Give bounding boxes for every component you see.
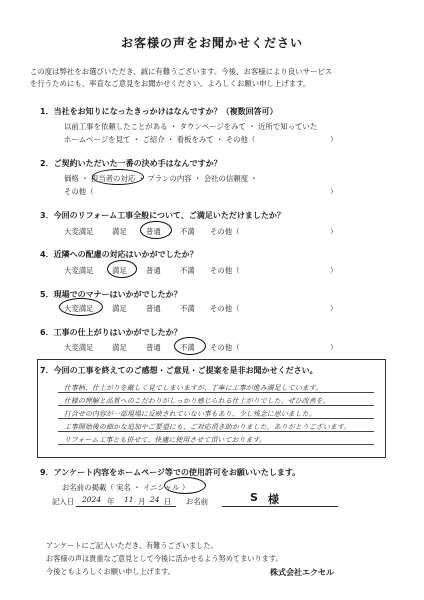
ruled-line [58, 392, 374, 393]
page-title: お客様の声をお聞かせください [120, 36, 303, 50]
question-4-label: 4．近隣への配慮の対応はいかがでしたか？ [40, 250, 198, 259]
ruled-line [58, 444, 374, 445]
entry-year: 2024 [82, 495, 102, 504]
selection-circle [107, 260, 137, 278]
question-1-options-line1: 以前工事を依頼したことがある ・ タウンページをみて ・ 近所で知っていた [64, 122, 318, 131]
question-1-close-paren: ） [330, 135, 338, 144]
question-2-label: 2．ご契約いただいた一番の決め手はなんですか？ [40, 159, 222, 168]
handwritten-comment-line: リフォーム工事とも併せて、快適に使用させて頂いております。 [64, 436, 266, 444]
intro-line: を行うためにも、率直なご意見をお聞かせください。よろしくお願い申し上げます。 [30, 79, 311, 88]
question-5-option: 満足 [112, 304, 127, 313]
question-5-option: 普通 [146, 304, 161, 313]
closing-text [46, 539, 283, 578]
question-4-option: 不満 [180, 266, 195, 275]
selection-circle [174, 337, 206, 355]
handwritten-comment-line: 仕様の理解と品質へのこだわりがしっかり感じられる仕上がりでした。ぜひ改善を。 [64, 397, 330, 405]
question-3-option: 満足 [112, 227, 127, 236]
question-3-close-paren: ） [330, 227, 338, 236]
question-9-label: 9．アンケート内容をホームページ等での使用許可をお願いいたします。 [40, 468, 301, 477]
name-underline [222, 506, 338, 507]
intro-line: この度は弊社をお選びいただき、誠に有難うございます。今後、お客様により良いサービス [30, 67, 333, 76]
question-4-option: その他（ [210, 266, 240, 275]
closing-line: お客様の声は貴重なご意見として今後に活かせるよう努めてまいります。 [46, 554, 283, 563]
month-unit: 月 [138, 497, 146, 506]
date-underline [76, 506, 176, 507]
question-1-label: 1．当社をお知りになったきっかけはなんですか？（複数回答可） [40, 107, 278, 116]
honorific: 様 [268, 493, 279, 506]
selection-circle [92, 169, 144, 185]
name-field-label: お名前 [186, 497, 209, 506]
ruled-line [58, 418, 374, 419]
selection-circle [140, 221, 172, 239]
day-unit: 日 [164, 497, 172, 506]
entry-day: 24 [150, 495, 160, 504]
handwritten-comment-line: 仕事柄、仕上がりを厳しく見てしまいますが、丁寧に工事が進み満足しています。 [64, 384, 323, 392]
question-1-options-line2: ホームページを見て ・ ご紹介 ・ 看板をみて ・ その他（ [64, 135, 256, 144]
question-3-option: 普通 [146, 227, 161, 236]
question-2-options-line1: 価格 ・ 担当者の対応 ・ プランの内容 ・ 会社の信頼度 ・ [64, 174, 258, 183]
ruled-line [58, 405, 374, 406]
question-4-option: 満足 [112, 266, 127, 275]
closing-line: 今後ともよろしくお願い申し上げます。 [46, 567, 175, 576]
question-5-close-paren: ） [330, 304, 338, 313]
question-2-close-paren: ） [330, 187, 338, 196]
question-6-option: 満足 [112, 343, 127, 352]
question-6-option: その他（ [210, 343, 240, 352]
selection-circle [59, 298, 103, 316]
question-5-label: 5．現場でのマナーはいかがでしたか？ [40, 290, 182, 299]
question-5-option: 不満 [180, 304, 195, 313]
question-2-options-line2: その他（ [64, 187, 94, 196]
handwritten-comment-line: 打合せの内容が一部現場に反映されていない事もあり、少し残念に思いました。 [64, 410, 316, 418]
handwritten-comment-line: 工事開始後の細かな追加やご要望にも、ご対応頂き助かりました。ありがとうございます。 [64, 423, 351, 431]
selection-circle [164, 477, 206, 494]
entry-month: 11 [124, 495, 134, 504]
question-6-option: 不満 [180, 343, 195, 352]
question-3-option: その他（ [210, 227, 240, 236]
ruled-line [58, 431, 374, 432]
question-7-label: 7．今回の工事を終えてのご感想・ご意見・ご提案を是非お聞かせください。 [40, 366, 318, 375]
question-3-option: 不満 [180, 227, 195, 236]
question-6-option: 普通 [146, 343, 161, 352]
question-4-close-paren: ） [330, 266, 338, 275]
company-name: 株式会社エクセル [270, 568, 334, 577]
question-4-option: 普通 [146, 266, 161, 275]
question-6-option: 大変満足 [64, 343, 94, 352]
question-3-option: 大変満足 [64, 227, 94, 236]
intro-text [30, 66, 400, 90]
question-6-label: 6．工事の仕上がりはいかがでしたか？ [40, 328, 182, 337]
question-3-label: 3．今回のリフォーム工事全般について、ご満足いただけましたか？ [40, 211, 285, 220]
name-publication-label: お名前の掲載（ 実名 ・ イニシャル ） [62, 483, 190, 492]
year-unit: 年 [107, 497, 115, 506]
closing-line: アンケートにご記入いただき、有難うございました。 [46, 541, 218, 550]
question-5-option: その他（ [210, 304, 240, 313]
entry-date-label: 記入日 [52, 497, 75, 506]
customer-name: S [250, 491, 258, 504]
question-4-option: 大変満足 [64, 266, 94, 275]
question-6-close-paren: ） [330, 343, 338, 352]
question-5-option: 大変満足 [64, 304, 94, 313]
